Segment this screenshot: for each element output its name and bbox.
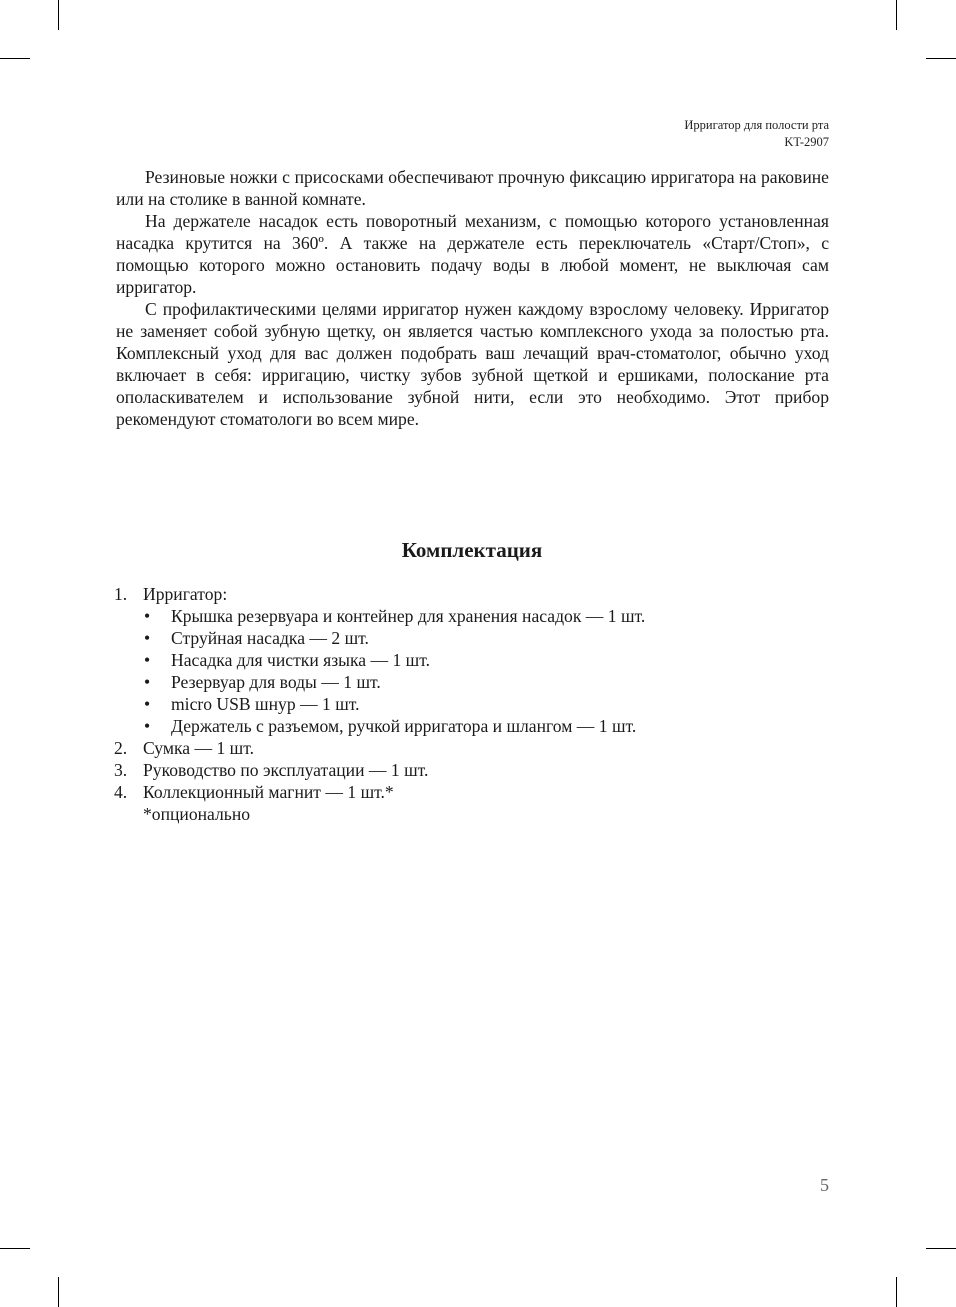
sub-list-item — [114, 693, 834, 715]
list-item-text: Коллекционный магнит — 1 шт.* — [143, 782, 394, 802]
paragraph: С профилактическими целями ирригатор нужен каждому взрослому человеку. Ирригатор не заменяет собой зубную щетку, он является частью комплексного ухода за полостью рта. Комплексный уход для вас должен подобрать ваш лечащий врач-стоматолог, обычно уход включает в себя: ирригацию, чистку зубов зубной щеткой и ершиками, полоскание рта ополаскивателем и использование зубной нити, если это необходимо. Этот прибор рекомендуют стоматологи во всем мире. — [116, 299, 829, 429]
list-number: 1. — [114, 584, 128, 604]
footnote: *опционально — [143, 804, 251, 824]
crop-mark — [926, 1248, 956, 1249]
sub-list-item-text: Резервуар для воды — 1 шт. — [171, 672, 381, 692]
sub-list-item — [114, 671, 834, 693]
crop-mark — [0, 1248, 30, 1249]
bullet: • — [144, 672, 151, 692]
bullet: • — [144, 650, 151, 670]
package-list — [114, 583, 834, 825]
running-header — [684, 117, 829, 151]
page-number: 5 — [820, 1175, 829, 1195]
header-title: Ирригатор для полости рта — [684, 118, 829, 132]
sub-list-item — [114, 627, 834, 649]
sub-list-item-text: Струйная насадка — 2 шт. — [171, 628, 369, 648]
crop-mark — [896, 1277, 897, 1307]
crop-mark — [896, 0, 897, 30]
list-item — [114, 781, 834, 803]
header-model: KT-2907 — [784, 135, 829, 149]
bullet: • — [144, 694, 151, 714]
sub-list-item-text: Держатель с разъемом, ручкой ирригатора и шлангом — 1 шт. — [171, 716, 637, 736]
list-item — [114, 737, 834, 759]
section-title: Комплектация — [401, 538, 543, 562]
paragraph: На держателе насадок есть поворотный механизм, с помощью которого установленная насадка крутится на 360º. А также на держателе есть переключатель «Старт/Стоп», с помощью которого можно остановить подачу воды в любой момент, не выключая сам ирригатор. — [116, 211, 829, 297]
list-number: 2. — [114, 738, 128, 758]
bullet: • — [144, 606, 151, 626]
list-item-text: Руководство по эксплуатации — 1 шт. — [143, 760, 429, 780]
crop-mark — [58, 1277, 59, 1307]
list-item-text: Ирригатор: — [143, 584, 228, 604]
bullet: • — [144, 628, 151, 648]
list-item-text: Сумка — 1 шт. — [143, 738, 254, 758]
footnote-row — [114, 803, 834, 825]
crop-mark — [926, 58, 956, 59]
crop-mark — [0, 58, 30, 59]
body-text — [116, 166, 829, 430]
sub-list-item-text: micro USB шнур — 1 шт. — [171, 694, 360, 714]
sub-list-item-text: Крышка резервуара и контейнер для хранения насадок — 1 шт. — [171, 606, 646, 626]
sub-list-item — [114, 715, 834, 737]
sub-list-item — [114, 605, 834, 627]
sub-list-item-text: Насадка для чистки языка — 1 шт. — [171, 650, 430, 670]
list-number: 4. — [114, 782, 128, 802]
sub-list-item — [114, 649, 834, 671]
paragraph: Резиновые ножки с присосками обеспечивают прочную фиксацию ирригатора на раковине или на столике в ванной комнате. — [116, 167, 829, 209]
bullet: • — [144, 716, 151, 736]
list-number: 3. — [114, 760, 128, 780]
crop-mark — [58, 0, 59, 30]
list-item — [114, 583, 834, 605]
list-item — [114, 759, 834, 781]
